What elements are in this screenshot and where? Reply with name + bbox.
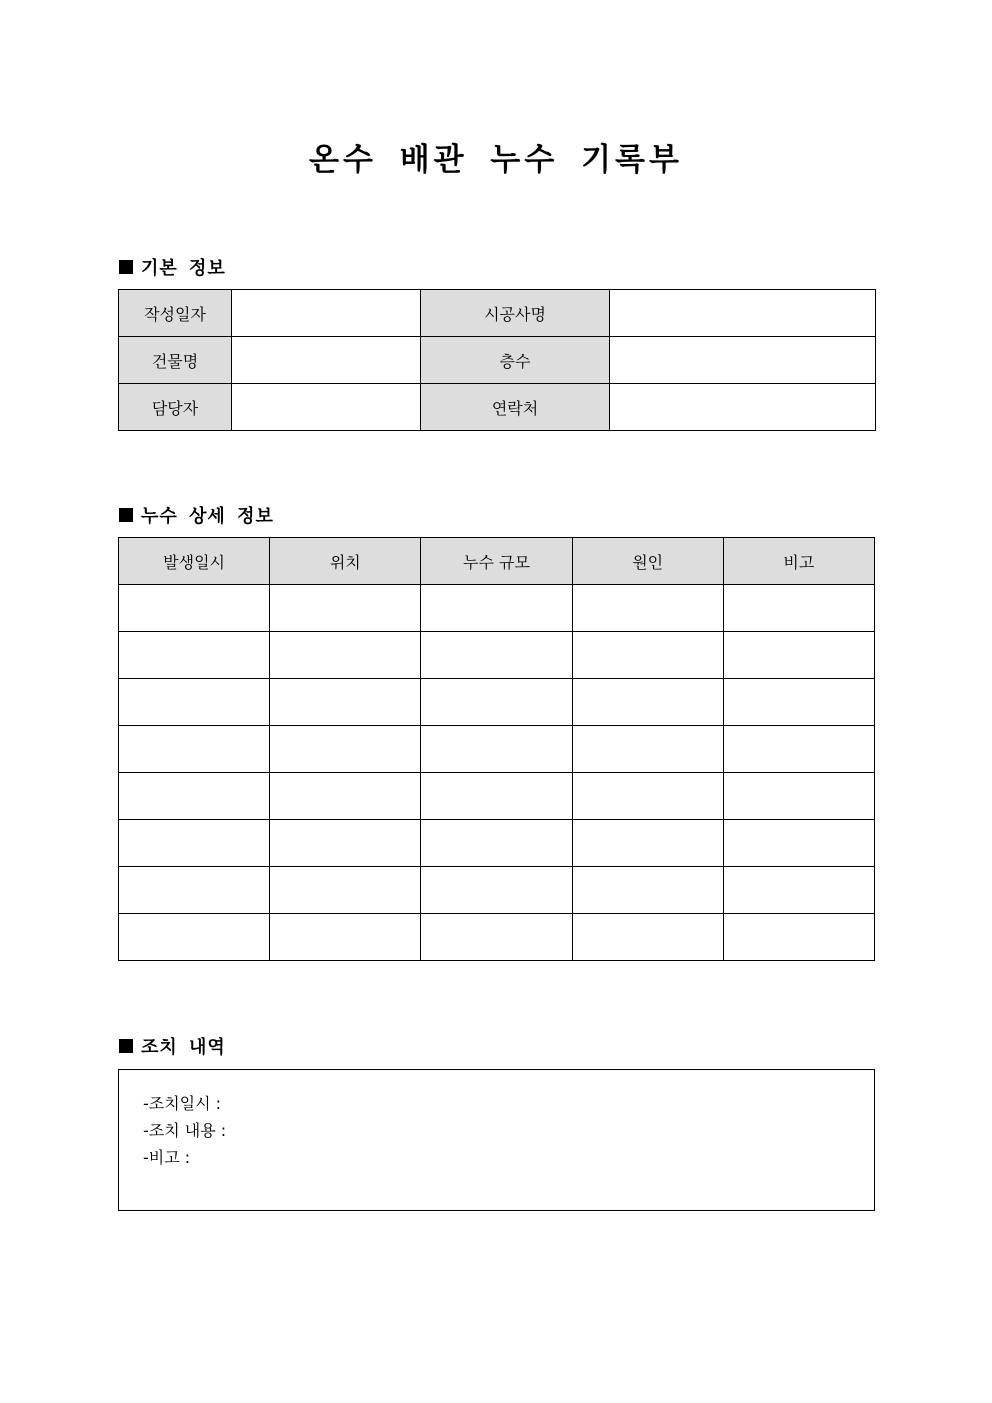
data-cell[interactable] bbox=[572, 820, 723, 867]
section-heading-action bbox=[119, 1033, 226, 1059]
data-cell[interactable] bbox=[119, 820, 270, 867]
data-cell[interactable] bbox=[572, 726, 723, 773]
data-cell[interactable] bbox=[119, 585, 270, 632]
data-cell[interactable] bbox=[572, 632, 723, 679]
data-cell[interactable] bbox=[421, 585, 572, 632]
data-cell[interactable] bbox=[723, 773, 874, 820]
data-cell[interactable] bbox=[572, 867, 723, 914]
data-cell[interactable] bbox=[119, 914, 270, 961]
section-heading-label: 조치 내역 bbox=[141, 1037, 226, 1058]
data-cell[interactable] bbox=[421, 773, 572, 820]
table-row bbox=[119, 726, 875, 773]
table-row bbox=[119, 384, 876, 431]
data-cell[interactable] bbox=[421, 820, 572, 867]
table-row bbox=[119, 867, 875, 914]
data-cell[interactable] bbox=[723, 914, 874, 961]
table-row bbox=[119, 679, 875, 726]
data-cell[interactable] bbox=[421, 632, 572, 679]
data-cell[interactable] bbox=[572, 773, 723, 820]
data-cell[interactable] bbox=[421, 679, 572, 726]
section-heading-leak-detail bbox=[119, 502, 274, 528]
column-header: 비고 bbox=[723, 538, 874, 585]
data-cell[interactable] bbox=[270, 679, 421, 726]
table-row bbox=[119, 914, 875, 961]
data-cell[interactable] bbox=[572, 914, 723, 961]
data-cell[interactable] bbox=[421, 867, 572, 914]
value-cell-contractor[interactable] bbox=[610, 290, 876, 337]
table-row bbox=[119, 290, 876, 337]
data-cell[interactable] bbox=[270, 585, 421, 632]
table-row bbox=[119, 337, 876, 384]
label-cell: 작성일자 bbox=[119, 290, 232, 337]
data-cell[interactable] bbox=[119, 773, 270, 820]
data-cell[interactable] bbox=[572, 679, 723, 726]
section-heading-label: 누수 상세 정보 bbox=[141, 506, 274, 527]
action-note-line: -비고 : bbox=[143, 1148, 191, 1167]
action-content-line: -조치 내용 : bbox=[143, 1121, 227, 1140]
data-cell[interactable] bbox=[119, 632, 270, 679]
data-cell[interactable] bbox=[119, 726, 270, 773]
value-cell-manager[interactable] bbox=[232, 384, 421, 431]
section-heading-basic-info bbox=[119, 254, 226, 280]
leak-detail-table bbox=[118, 537, 875, 961]
square-bullet-icon bbox=[119, 260, 133, 274]
table-row bbox=[119, 632, 875, 679]
data-cell[interactable] bbox=[421, 914, 572, 961]
square-bullet-icon bbox=[119, 1039, 133, 1053]
data-cell[interactable] bbox=[119, 867, 270, 914]
data-cell[interactable] bbox=[119, 679, 270, 726]
table-row bbox=[119, 773, 875, 820]
label-cell: 연락처 bbox=[421, 384, 610, 431]
label-cell: 건물명 bbox=[119, 337, 232, 384]
value-cell-date[interactable] bbox=[232, 290, 421, 337]
data-cell[interactable] bbox=[270, 726, 421, 773]
data-cell[interactable] bbox=[723, 585, 874, 632]
data-cell[interactable] bbox=[723, 820, 874, 867]
column-header: 위치 bbox=[270, 538, 421, 585]
data-cell[interactable] bbox=[270, 632, 421, 679]
column-header: 원인 bbox=[572, 538, 723, 585]
data-cell[interactable] bbox=[421, 726, 572, 773]
data-cell[interactable] bbox=[723, 679, 874, 726]
document-title: 온수 배관 누수 기록부 bbox=[309, 142, 683, 178]
data-cell[interactable] bbox=[723, 632, 874, 679]
value-cell-floor[interactable] bbox=[610, 337, 876, 384]
action-record-box[interactable] bbox=[118, 1069, 875, 1211]
column-header: 발생일시 bbox=[119, 538, 270, 585]
value-cell-building[interactable] bbox=[232, 337, 421, 384]
table-header-row bbox=[119, 538, 875, 585]
value-cell-contact[interactable] bbox=[610, 384, 876, 431]
data-cell[interactable] bbox=[723, 867, 874, 914]
action-date-line: -조치일시 : bbox=[143, 1094, 222, 1113]
square-bullet-icon bbox=[119, 508, 133, 522]
label-cell: 담당자 bbox=[119, 384, 232, 431]
data-cell[interactable] bbox=[270, 820, 421, 867]
label-cell: 시공사명 bbox=[421, 290, 610, 337]
data-cell[interactable] bbox=[270, 773, 421, 820]
basic-info-table bbox=[118, 289, 876, 431]
label-cell: 층수 bbox=[421, 337, 610, 384]
data-cell[interactable] bbox=[270, 867, 421, 914]
data-cell[interactable] bbox=[270, 914, 421, 961]
column-header: 누수 규모 bbox=[421, 538, 572, 585]
table-row bbox=[119, 820, 875, 867]
section-heading-label: 기본 정보 bbox=[141, 258, 226, 279]
table-row bbox=[119, 585, 875, 632]
data-cell[interactable] bbox=[572, 585, 723, 632]
data-cell[interactable] bbox=[723, 726, 874, 773]
